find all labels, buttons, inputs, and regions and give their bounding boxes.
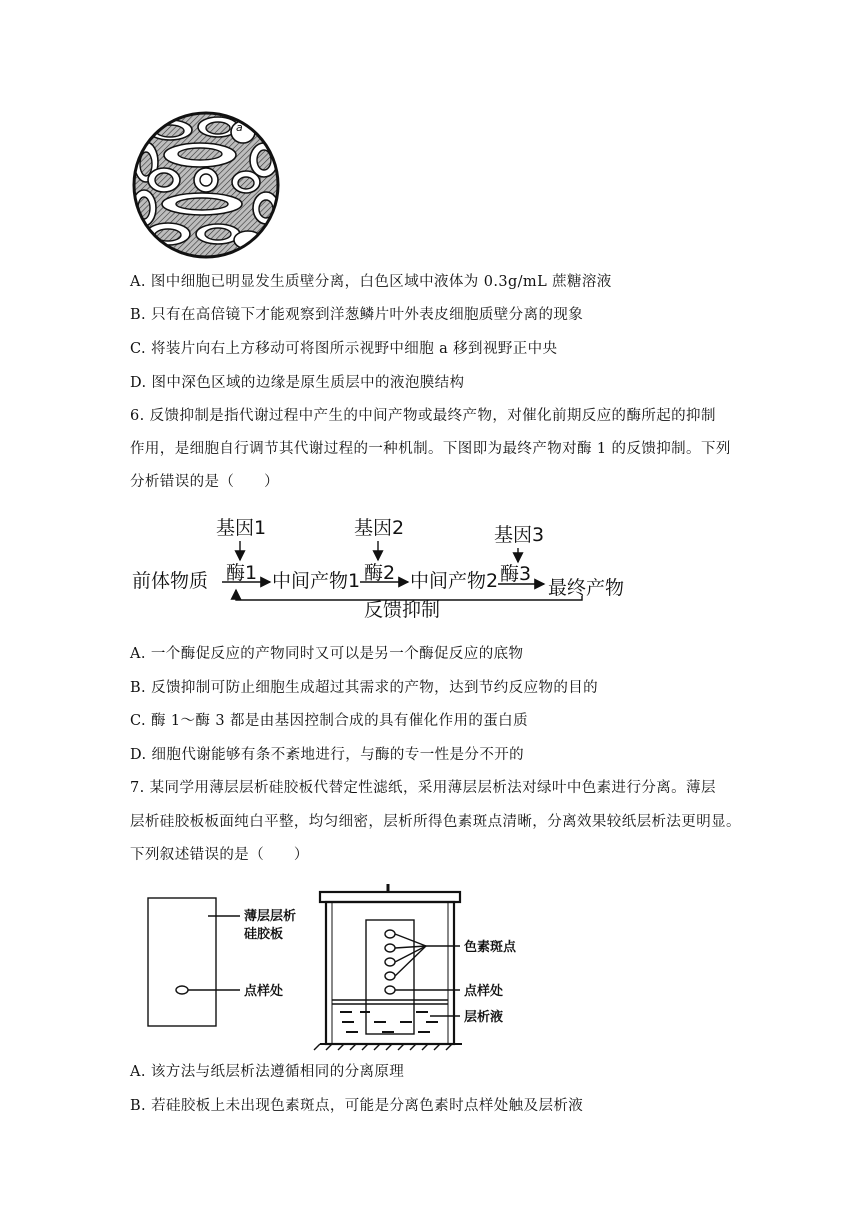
cell-a-label: a [236,121,243,134]
pigment-spots-label: 色素斑点 [464,940,517,955]
tlc-diagram [130,880,570,1052]
gene1-label: 基因1 [216,517,267,539]
q5-option-b: B. 只有在高倍镜下才能观察到洋葱鳞片叶外表皮细胞质壁分离的现象 [130,307,584,323]
enzyme3-label: 酶3 [500,563,532,585]
feedback-inhibition-diagram [130,508,640,628]
enzyme1-label: 酶1 [226,562,258,584]
plate-label-line2: 硅胶板 [244,927,284,942]
intermediate1-label: 中间产物1 [272,570,361,592]
q5-option-d: D. 图中深色区域的边缘是原生质层中的液泡膜结构 [130,375,465,391]
gene3-label: 基因3 [494,524,545,546]
enzyme2-label: 酶2 [364,562,396,584]
q7-stem-line-2: 层析硅胶板板面纯白平整，均匀细密，层析所得色素斑点清晰，分离效果较纸层析法更明显。 [130,814,741,830]
q6-option-d: D. 细胞代谢能够有条不紊地进行，与酶的专一性是分不开的 [130,747,525,763]
sample-spot-label-left: 点样处 [244,984,284,999]
q7-stem-line-1: 7. 某同学用薄层层析硅胶板代替定性滤纸，采用薄层层析法对绿叶中色素进行分离。薄层 [130,780,716,796]
q6-stem-line-2: 作用，是细胞自行调节其代谢过程的一种机制。下图即为最终产物对酶 1 的反馈抑制。下列 [130,441,731,457]
q6-stem-line-3: 分析错误的是（ ） [130,474,279,490]
precursor-label: 前体物质 [132,570,209,592]
q6-option-b: B. 反馈抑制可防止细胞生成超过其需求的产物，达到节约反应物的目的 [130,680,599,696]
feedback-label: 反馈抑制 [364,599,441,621]
sample-spot-label-right: 点样处 [464,984,504,999]
q5-option-a: A. 图中细胞已明显发生质壁分离，白色区域中液体为 0.3g/mL 蔗糖溶液 [130,274,612,290]
q5-option-c: C. 将装片向右上方移动可将图所示视野中细胞 a 移到视野正中央 [130,341,558,357]
microscope-field-figure [130,110,282,260]
q7-option-a: A. 该方法与纸层析法遵循相同的分离原理 [130,1064,405,1080]
q7-stem-line-3: 下列叙述错误的是（ ） [130,847,309,863]
solvent-label: 层析液 [464,1010,504,1025]
final-product-label: 最终产物 [548,577,625,599]
gene2-label: 基因2 [354,517,405,539]
intermediate2-label: 中间产物2 [410,570,499,592]
plate-label-line1: 薄层层析 [244,909,297,924]
q6-option-a: A. 一个酶促反应的产物同时又可以是另一个酶促反应的底物 [130,646,524,662]
q6-option-c: C. 酶 1～酶 3 都是由基因控制合成的具有催化作用的蛋白质 [130,713,528,729]
q6-stem-line-1: 6. 反馈抑制是指代谢过程中产生的中间产物或最终产物，对催化前期反应的酶所起的抑制 [130,408,716,424]
q7-option-b: B. 若硅胶板上未出现色素斑点，可能是分离色素时点样处触及层析液 [130,1098,584,1114]
